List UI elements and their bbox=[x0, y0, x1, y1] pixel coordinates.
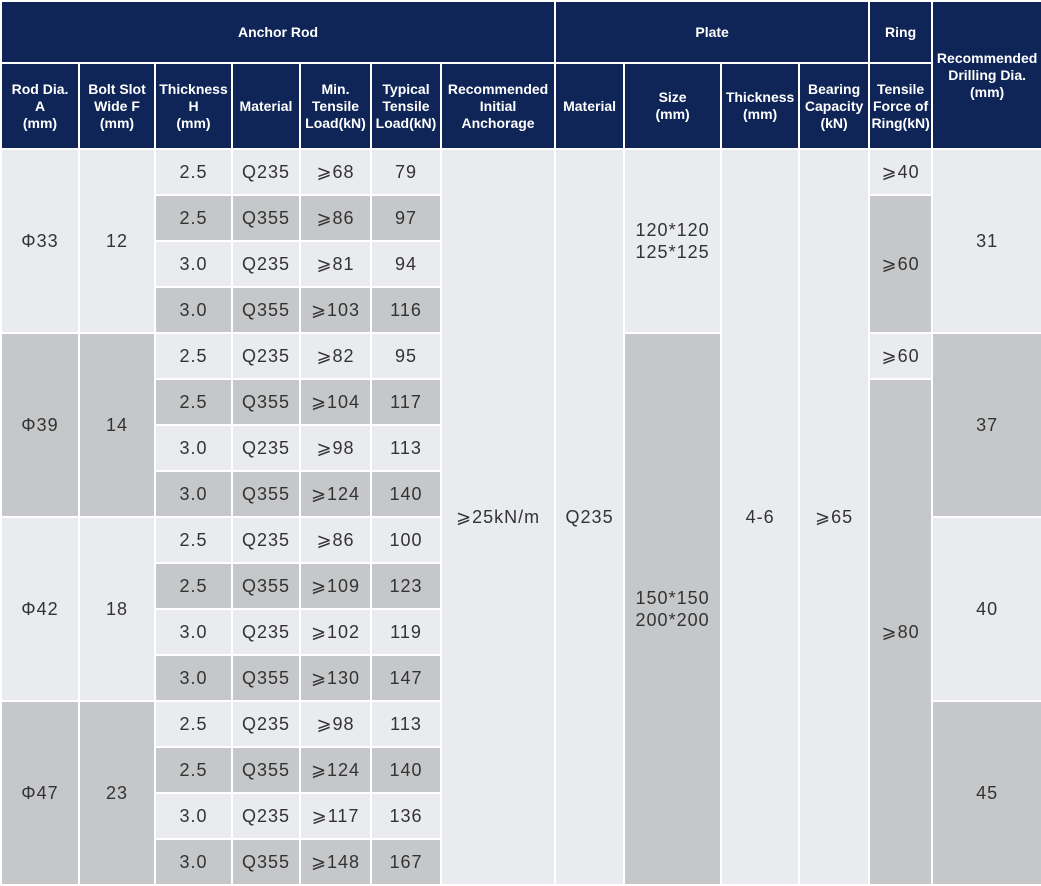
thickness-cell: 2.5 bbox=[155, 195, 232, 241]
material-cell: Q235 bbox=[232, 333, 300, 379]
min-load-cell: ⩾124 bbox=[300, 747, 371, 793]
thickness-cell: 3.0 bbox=[155, 425, 232, 471]
min-load-cell: ⩾68 bbox=[300, 149, 371, 195]
material-cell: Q235 bbox=[232, 425, 300, 471]
rod-dia-cell: Φ33 bbox=[1, 149, 79, 333]
typical-load-cell: 167 bbox=[371, 839, 441, 885]
thickness-cell: 2.5 bbox=[155, 379, 232, 425]
min-load-cell: ⩾86 bbox=[300, 195, 371, 241]
min-load-cell: ⩾130 bbox=[300, 655, 371, 701]
typical-load-cell: 117 bbox=[371, 379, 441, 425]
bolt-slot-cell: 23 bbox=[79, 701, 155, 885]
material-cell: Q235 bbox=[232, 793, 300, 839]
material-cell: Q355 bbox=[232, 471, 300, 517]
bearing-capacity-cell: ⩾65 bbox=[799, 149, 869, 885]
typical-load-cell: 140 bbox=[371, 471, 441, 517]
drilling-dia-cell: 45 bbox=[932, 701, 1041, 885]
plate-group-header: Plate bbox=[555, 1, 869, 63]
material-cell: Q355 bbox=[232, 747, 300, 793]
table-row bbox=[1, 149, 1041, 195]
ring-force-cell: ⩾80 bbox=[869, 379, 932, 885]
drilling-dia-cell: 40 bbox=[932, 517, 1041, 701]
material-cell: Q235 bbox=[232, 241, 300, 287]
ring-force-cell: ⩾40 bbox=[869, 149, 932, 195]
material-cell: Q355 bbox=[232, 287, 300, 333]
typical-load-cell: 95 bbox=[371, 333, 441, 379]
rod-dia-header: Rod Dia. A (mm) bbox=[1, 63, 79, 149]
ring-group-header: Ring bbox=[869, 1, 932, 63]
typical-load-cell: 123 bbox=[371, 563, 441, 609]
plate-material-cell: Q235 bbox=[555, 149, 624, 885]
plate-size-cell: 150*150 200*200 bbox=[624, 333, 721, 885]
ring-force-header: Tensile Force of Ring(kN) bbox=[869, 63, 932, 149]
thickness-cell: 2.5 bbox=[155, 747, 232, 793]
thickness-cell: 3.0 bbox=[155, 793, 232, 839]
anchor-rod-group-header: Anchor Rod bbox=[1, 1, 555, 63]
bolt-slot-cell: 12 bbox=[79, 149, 155, 333]
min-load-cell: ⩾82 bbox=[300, 333, 371, 379]
min-load-cell: ⩾98 bbox=[300, 425, 371, 471]
typical-load-cell: 116 bbox=[371, 287, 441, 333]
plate-size-cell: 120*120 125*125 bbox=[624, 149, 721, 333]
plate-material-header: Material bbox=[555, 63, 624, 149]
typical-tensile-header: Typical Tensile Load(kN) bbox=[371, 63, 441, 149]
typical-load-cell: 79 bbox=[371, 149, 441, 195]
typical-load-cell: 100 bbox=[371, 517, 441, 563]
rod-material-header: Material bbox=[232, 63, 300, 149]
bearing-capacity-header: Bearing Capacity (kN) bbox=[799, 63, 869, 149]
plate-thickness-header: Thickness (mm) bbox=[721, 63, 799, 149]
thickness-cell: 3.0 bbox=[155, 287, 232, 333]
min-load-cell: ⩾109 bbox=[300, 563, 371, 609]
material-cell: Q355 bbox=[232, 839, 300, 885]
min-load-cell: ⩾98 bbox=[300, 701, 371, 747]
min-load-cell: ⩾104 bbox=[300, 379, 371, 425]
ring-force-cell: ⩾60 bbox=[869, 333, 932, 379]
plate-size-header: Size (mm) bbox=[624, 63, 721, 149]
typical-load-cell: 97 bbox=[371, 195, 441, 241]
thickness-cell: 2.5 bbox=[155, 701, 232, 747]
typical-load-cell: 113 bbox=[371, 701, 441, 747]
min-load-cell: ⩾103 bbox=[300, 287, 371, 333]
thickness-cell: 2.5 bbox=[155, 149, 232, 195]
initial-anchorage-cell: ⩾25kN/m bbox=[441, 149, 555, 885]
thickness-cell: 2.5 bbox=[155, 333, 232, 379]
thickness-cell: 3.0 bbox=[155, 471, 232, 517]
min-tensile-header: Min. Tensile Load(kN) bbox=[300, 63, 371, 149]
material-cell: Q355 bbox=[232, 195, 300, 241]
min-load-cell: ⩾81 bbox=[300, 241, 371, 287]
rod-dia-cell: Φ42 bbox=[1, 517, 79, 701]
min-load-cell: ⩾117 bbox=[300, 793, 371, 839]
material-cell: Q355 bbox=[232, 655, 300, 701]
thickness-cell: 3.0 bbox=[155, 839, 232, 885]
rod-dia-cell: Φ39 bbox=[1, 333, 79, 517]
rod-dia-cell: Φ47 bbox=[1, 701, 79, 885]
typical-load-cell: 136 bbox=[371, 793, 441, 839]
material-cell: Q235 bbox=[232, 517, 300, 563]
material-cell: Q235 bbox=[232, 149, 300, 195]
thickness-cell: 3.0 bbox=[155, 609, 232, 655]
material-cell: Q235 bbox=[232, 701, 300, 747]
min-load-cell: ⩾102 bbox=[300, 609, 371, 655]
typical-load-cell: 113 bbox=[371, 425, 441, 471]
thickness-h-header: Thickness H (mm) bbox=[155, 63, 232, 149]
material-cell: Q355 bbox=[232, 379, 300, 425]
min-load-cell: ⩾124 bbox=[300, 471, 371, 517]
typical-load-cell: 140 bbox=[371, 747, 441, 793]
bolt-slot-cell: 14 bbox=[79, 333, 155, 517]
bolt-slot-header: Bolt Slot Wide F (mm) bbox=[79, 63, 155, 149]
thickness-cell: 2.5 bbox=[155, 517, 232, 563]
drilling-dia-cell: 31 bbox=[932, 149, 1041, 333]
typical-load-cell: 94 bbox=[371, 241, 441, 287]
material-cell: Q355 bbox=[232, 563, 300, 609]
typical-load-cell: 147 bbox=[371, 655, 441, 701]
plate-thickness-cell: 4-6 bbox=[721, 149, 799, 885]
ring-force-cell: ⩾60 bbox=[869, 195, 932, 333]
typical-load-cell: 119 bbox=[371, 609, 441, 655]
min-load-cell: ⩾86 bbox=[300, 517, 371, 563]
min-load-cell: ⩾148 bbox=[300, 839, 371, 885]
drilling-dia-cell: 37 bbox=[932, 333, 1041, 517]
thickness-cell: 3.0 bbox=[155, 655, 232, 701]
thickness-cell: 3.0 bbox=[155, 241, 232, 287]
drilling-dia-header: Recommended Drilling Dia. (mm) bbox=[932, 1, 1041, 149]
initial-anchorage-header: Recommended Initial Anchorage bbox=[441, 63, 555, 149]
thickness-cell: 2.5 bbox=[155, 563, 232, 609]
material-cell: Q235 bbox=[232, 609, 300, 655]
bolt-slot-cell: 18 bbox=[79, 517, 155, 701]
